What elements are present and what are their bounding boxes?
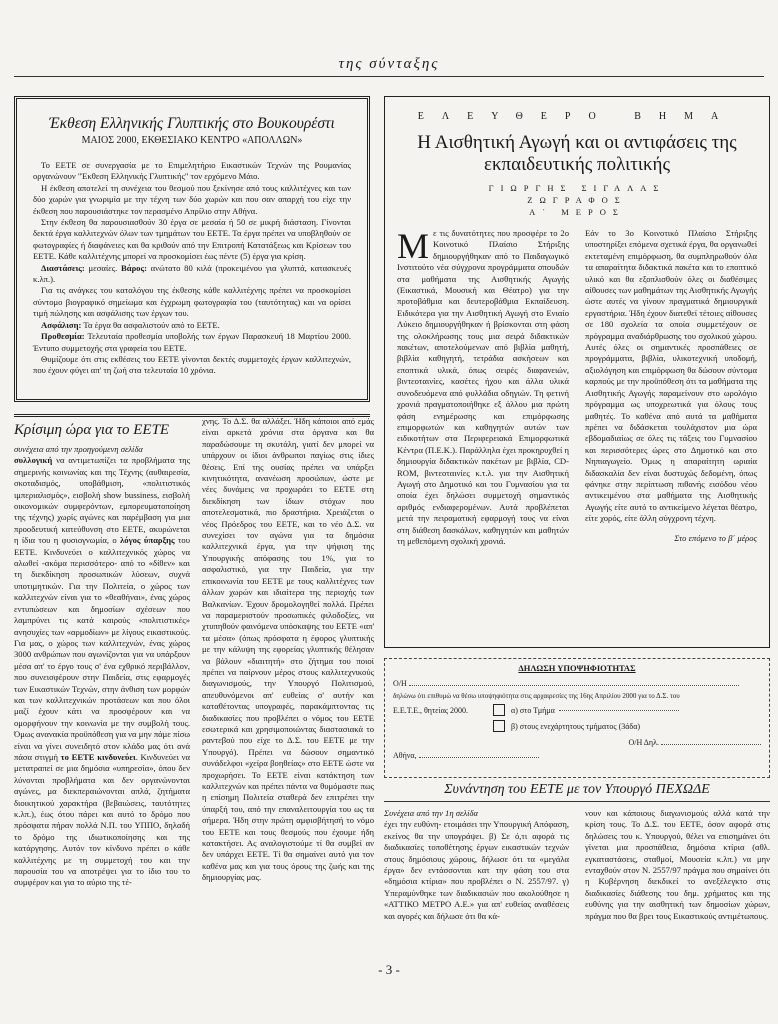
form-name-row (393, 679, 761, 688)
exhibition-subtitle: ΜΑΙΟΣ 2000, ΕΚΘΕΣΙΑΚΟ ΚΕΝΤΡΟ «ΑΠΟΛΛΩΝ» (81, 135, 303, 146)
option-b-label: β) στους ενεχάρτητους τμήματος (3άδα) (511, 721, 641, 731)
dept-field[interactable] (559, 710, 679, 711)
exhibition-p5: Θυμίζουμε ότι στις εκθέσεις του ΕΕΤΕ γίνονται δεκτές συμμετοχές έργων καλλιτεχνών, που έχουν φύγει απ' τη ζωή στα τελευταία 10 χρόνια. (33, 353, 351, 376)
meeting-col1-text: έχει την ευθύνη- ετοιμάσει την Υπουργική Απόφαση, εκείνος θα την υπογράψει. β) Σε ό,τι αφορά τις διαδικασίες τοποθέτησης έργων εικαστικών τεχνών στους δημόσιους χώρους, δήλωσε ότι τα «μεγάλα έργα» δεν εντάσσονται κατ την φάση του στα «δημόσια κτίρια» που προβλέπει ο Ν. 2557/97. γ) Υπεραμύνθηκε των διαδικασιών που ακολούθησε η «ΑΤΤΙΚΟ ΜΕΤΡΟ Α.Ε.» για απ' ευθείας αναθέσεις και αγορές και δήλωσε ότι θα κά- (384, 819, 569, 921)
crisis-bold2: το ΕΕΤΕ κινδυνεύει (60, 751, 136, 762)
meeting-col1 (384, 808, 569, 922)
exhibition-p2: Η έκθεση αποτελεί τη συνέχεια του θεσμού που ξεκίνησε από τους καλλιτέχνες και των δύο χωρών για γνωριμία με την τέχνη των δύο χωρών και που σαν απαρχή του είχε την έκθεση που παρουσιάστηκε τον περασμένο Απρίλιο στην Αθήνα. (33, 182, 351, 216)
name-field[interactable] (409, 685, 739, 686)
crisis-continued: συνέχεια από την προηγούμενη σελίδα (14, 444, 143, 454)
weight-label: Βάρος: (121, 262, 147, 273)
weight-value: ανώτατο 80 κιλά (προκειμένου για γλυπτά, κατασκευές κ.λπ.). (33, 262, 351, 285)
crisis-bold1: λόγος ύπαρξης (120, 535, 175, 546)
checkbox-b[interactable] (493, 720, 505, 732)
vima-role: ΖΩΓΡΑΦΟΣ (527, 195, 627, 205)
form-option-a (393, 704, 761, 716)
vima-title: Η Αισθητική Αγωγή και οι αντιφάσεις της εκπαιδευτικής πολιτικής (417, 132, 737, 175)
crisis-body1: να αντιμετωπίζει τα προβλήματα της σημερινής κοινωνίας και της Τέχνης (αυθαιρεσία, σκοταδισμός, υποβάθμιση, «πολιτιστικός ιμπεριαλισμός», εισβολή show bussiness, εισβολή οικονομικών συμφερόντων, εμπορευματοποίηση της τέχνης) χωρίς αγώνες και παρέμβαση για μια προοδευτική κατεύθυνση στο ΕΕΤΕ, ακυρώνεται η ίδια του η φυσιογνωμία, ο (14, 455, 190, 546)
exhibition-p4: Για τις ανάγκες του καταλόγου της έκθεσης κάθε καλλιτέχνης πρέπει να προσκομίσει σύντομο βιογραφικό σημείωμα και έγχρωμη φωτογραφία του (ταυτότητας) και να ορίσει τιμή πώλησης και ασφάλισης των έργων του. (33, 285, 351, 319)
exhibition-title: Έκθεση Ελληνικής Γλυπτικής στο Βουκουρέστι (49, 115, 335, 132)
candidacy-form (384, 658, 770, 778)
ins-value: Τα έργα θα ασφαλιστούν από το ΕΕΤΕ. (81, 319, 220, 330)
exhibition-p1: Το ΕΕΤΕ σε συνεργασία με το Επιμελητήριο Εικαστικών Τεχνών της Ρουμανίας οργανώνουν "Έκθεση Ελληνικής Γλυπτικής" τον ερχόμενο Μάιο. (33, 160, 351, 182)
crisis-body3: . Κινδυνεύει να μετατραπεί σε μια δημόσια «υπηρεσία», όπου δεν λύνονται προβλήματα και δεν οργανώνονται αγώνες, μα διεκπεραιώνονται απλά, ζητήματα διοικητικού χαρακτήρα (βεβαιώσεις, ταυτότητες κ.λπ.), έως ότου πάρει και αυτό το δρόμο που πρόσφατα πήραν πολλά Ν.Π. του ΥΠΠΟ, δηλαδή το δρόμο της ιδιωτικοποίησης και της κατάργησης. Αυτόν τον κίνδυνο πρέπει ο κάθε καλλιτέχνης με τη συμμετοχή του και την παρουσία του να αποτρέψει για το ίδιο του το συμφέρον και για το αύριο της τέ- (14, 751, 190, 888)
header-rule (14, 76, 764, 77)
meeting-title: Συνάντηση του ΕΕΤΕ με τον Υπουργό ΠΕΧΩΔΕ (384, 782, 770, 802)
form-city-row (393, 751, 761, 760)
deadline-label: Προθεσμία: (41, 331, 85, 342)
vima-author: ΓΙΩΡΓΗΣ ΣΙΓΑΛΑΣ (488, 183, 666, 193)
crisis-col1 (14, 444, 190, 889)
sign-field[interactable] (661, 744, 761, 745)
exhibition-dims (33, 263, 351, 286)
vima-part: Α΄ ΜΕΡΟΣ (529, 207, 625, 217)
deadline-value: Τελευταία προθεσμία υποβολής των έργων Παρασκευή 18 Μαρτίου 2000. Έντυπο συμμετοχής στα γραφεία του ΕΕΤΕ. (33, 331, 351, 353)
page-number: - 3 - (378, 962, 400, 977)
form-line1: δηλώνω ότι επιθυμώ να θέσω υποψηφιότητα στις αρχαιρεσίες της 16ης Απριλίου 2000 για το Δ.Σ. του (393, 692, 680, 700)
city-label: Αθήνα, (393, 751, 417, 760)
exhibition-p3: Στην έκθεση θα παρουσιασθούν 30 έργα σε μεσαία ή 50 σε μικρή διάσταση. Γίνονται δεκτά έργα καλλιτεχνών όλων των τμημάτων του ΕΕΤΕ. Τα έργα πρέπει να υποβληθούν σε φωτογραφίες ή διαφάνειες και θα κριθούν από την Επιτροπή Κατατάξεως και Κρίσεων του ΕΕΤΕ. Κάθε καλλιτέχνης μπορεί να προσκομίσει έως πέντε (5) έργα για κρίση. (33, 217, 351, 262)
checkbox-a[interactable] (493, 704, 505, 716)
meeting-article (384, 782, 770, 922)
sign-label: Ο/Η Δηλ. (628, 738, 659, 747)
section-header: της σύνταξης (338, 56, 440, 72)
meeting-col2: νουν και κάποιους διαγωνισμούς αλλά κατά την κρίση τους. Το Δ.Σ. του ΕΕΤΕ, όσον αφορά στις δηλώσεις του κ. Υπουργού, θέλει να επισημάνει ότι γίνεται μια προσπάθεια, δημόσια κτίρια (αθλ. εγκαταστάσεις, σταθμοί, Μουσεία κ.λπ.) να μην ενταχθούν στον Ν. 2557/97 πράγμα που σημαίνει ότι η Κυβέρνηση διεκδικεί το ανεξέλεγκτο στις διαδικασίες διάθεσης του δημ. χρήματος και της ευθύνης για την αισθητική των δημοσίων χώρων, πράγμα που θα βρει τους Εικαστικούς αντιμέτωπους. (585, 808, 770, 921)
vima-dropcap: Μ (397, 226, 430, 266)
dims-value: μεσαίες. (84, 262, 118, 273)
option-a-label: α) στο Τμήμα (511, 705, 555, 715)
crisis-col2: χνης. Το Δ.Σ. θα αλλάξει. Ήδη κάποιοι από εμάς είναι αρκετά χρόνια στα όργανα και θα παραδώσουμε τη σκυτάλη, γιατί δεν μπορεί να υπάρχουν οι ίδιοι άνθρωποι παγίως στις ίδιες θέσεις. Επί της ουσίας πρέπει να υπάρξει κινητικότητα, ανανέωση προσώπων, ώστε με νέες δυνάμεις να προχωράει το ΕΕΤΕ στη διεκδίκηση των ίδιων στόχων που αποτελεσματικά, πιο δραστήρια. Χρειάζεται ο νέος Πρόεδρος του ΕΕΤΕ, και το νέο Δ.Σ. να συνεχίσει τον αγώνα για τα δημόσια καλλιτεχνικά έργα, για την ψήφιση της Υπουργικής απόφασης του 1%, για το ασφαλιστικό, για την Παιδεία, για την επικοινωνία του ΕΕΤΕ με τους καλλιτέχνες των άλλων χωρών και ιδιαίτερα της περιοχής των Βαλκανίων. Έχουν δρομολογηθεί πολλά. Πρέπει να παραμεριστούν προσωπικές φιλοδοξίες, να χτυπηθούν φαινόμενα υπόσκαψης του ΕΕΤΕ «απ' τα μέσα» (όπως πρόσφατα η έφορος γλυπτικής με την κάλυψη της εφορείας γλυπτικής θέλησαν να βάλουν «διαιτητή» στο ζήτημα του ποιοί πρέπει να παίρνουν μέρος στους καλλιτεχνικούς διαγωνισμούς, την Υπουργό Πολιτισμού, απευθυνόμενοι απ' ευθείας σ' αυτήν και καταθέτοντας υπογραφές, παρακάμπτοντας τις διαδικασίες που προβλέπει ο νόμος του ΕΕΤΕ εσωτερικά και χρησιμοποιώντας διαστασιακά το ραντεβού που είχε το Δ.Σ. του ΕΕΤΕ με την Υπουργό). Πρέπει να δώσουν σημαντικό συνάδελφοι «χείρα βοηθείας» στο ΕΕΤΕ ώστε να προχωρήσει. Το ΕΕΤΕ είναι κατάκτηση των καλλιτεχνών και πρέπει πάντα να θυμόμαστε πως η επίσημη Πολιτεία σταθερά δεν επιτρέπει την ύπαρξή του, από την επαναλειτουργία του ως τα σήμερα. Ήδη στην πρώτη αμφισβήτησή το νόμο του ΕΕΤΕ και τους θεσμούς που έχουμε ήδη κατακτήσει. Ας αναλογιστούμε τί θα συμβεί αν δεν υπάρχει ΕΕΤΕ. Τί θα σημαίνει αυτό για τον καθένα μας και για τους όρους της ζωής και της δημιουργίας μας. (202, 416, 374, 883)
vima-continued: Στο επόμενο το β΄ μέρος (674, 532, 757, 543)
form-title: ΔΗΛΩΣΗ ΥΠΟΨΗΦΙΟΤΗΤΑΣ (518, 663, 636, 673)
name-label: Ο/Η (393, 679, 407, 688)
vima-col1-text: ε τις δυνατότητες που προσφέρε το 2ο Κοινοτικό Πλαίσιο Στήριξης δημιουργήθηκαν από το Παιδαγωγικό Ινστιτούτο νέα σύγχρονα προγράμματα σπουδών στα μαθήματα της Αισθητικής Αγωγής (Εικαστικά, Μουσική και Θέατρο) για την προτοβάθμια και δευτεροβάθμια Εκπαίδευση. Ειδικότερα για την Αισθητική Αγωγή στο Ενιαίο Λύκειο δημιουργήθηκαν ή βρίσκονται στη φάση της ολοκλήρωσης τους μια σειρά διδακτικών πακέτων, αποτελούμενων από βιβλία μαθητή, βιβλία καθηγητή, τετράδια ασκήσεων και εποπτικά υλικά, όπως σειρές διαφανειών, βιντεοταινίες, κασέτες ήχου και άλλα υλικά συνοδευόμενα από φυλλάδια οδηγιών. Τη φετινή χρονιά πραγματοποιήθηκε εξ άλλου μια πρώτη φάση ενημέρωσης και επιμόρφωσης επιμορφωτών και καθηγητών αυτών των ειδικοτήτων στα Περιφερειακά Επιμορφωτικά Κέντρα (Π.Ε.Κ.). Παράλληλα έχει προκηρυχθεί η δημιουργία διδακτικών πακέτων με βιβλία, CD-ROM, βιντεοταινίες κ.τ.λ. για την Αισθητική Αγωγή στο Δημοτικό και του Γυμνασίου για τα οποία έχει δηλώσει συμμετοχή σημαντικός αριθμός ενδιαφερομένων. Αυτά προβλέπεται μετά την πειραματική εφαρμογή τους να είναι στη διάθεση δασκάλων, καθηγητών και μαθητών τη μεθεπόμενη σχολική χρονιά. (397, 228, 569, 546)
exhibition-dl (33, 331, 351, 354)
crisis-title: Κρίσιμη ώρα για το ΕΕΤΕ (14, 422, 170, 438)
vima-kicker: ΕΛΕΥΘΕΡΟ ΒΗΜΑ (417, 111, 737, 122)
crisis-lead: συλλογική (14, 455, 53, 466)
vima-col2-text: Εάν το 3ο Κοινοτικό Πλαίσιο Στήριξης υποστηρίξει επόμενα σχετικά έργα, θα οργανωθεί εκτεταμένη επιμόρφωση, θα συμπληρωθούν όλα τα απαραίτητα διδακτικά πακέτα και το εποπτικό υλικό και θα εξοπλισθούν όλες οι διαθέσιμες αίθουσες των μαθημάτων της Αισθητικής Αγωγής ώστε αυτές να γίνουν πραγματικά δημιουργικά εργαστήρια. Ήδη έχουν διατεθεί τέτοιες αίθουσες σε 180 σχολεία τα οποία συμμετέχουν σε πρόγραμμα αναδιάρθρωσης του σχολικού χώρου. Αυτές όλες οι σημαντικές προσπάθειες σε προγράμματα, βιβλία, υλικοτεχνική υποδομή, αξιολόγηση και επιμόρφωση θα δώσουν σύντομα καρπούς με την προϋπόθεση ότι τα μαθήματα της Αισθητικής Αγωγής παραμείνουν στο ωρολόγιο πρόγραμμα ως υποχρεωτικά για όλους τους μαθητές. Το καθένα από αυτά τα μαθήματα πρέπει να διδάσκεται τουλάχιστον μια ώρα εβδομαδιαίως σε όλες τις τάξεις του Γυμνασίου και περισσότερες ώρες στο Δημοτικό και στο Νηπιαγωγείο. Όμως η απαραίτητη ωριαία διδασκαλία δεν είναι δυστυχώς δεδομένη, όπως φάνηκε στην περίπτωση πιθανής εισόδου νέου αντικειμένου στα μαθήματα της Αισθητικής Αγωγής είτε αυτό το αντικείμενο λέγεται θέατρο, είτε χορός, είτε άλλη σύγχρονη τέχνη. (585, 228, 757, 524)
meeting-continued: Συνέχεια από την 1η σελίδα (384, 808, 478, 818)
exhibition-box (14, 96, 370, 402)
vima-byline (397, 182, 757, 218)
form-sign-row (393, 738, 761, 747)
exhibition-ins (33, 320, 351, 331)
meeting-columns (384, 808, 770, 922)
form-line2: Ε.Ε.Τ.Ε., θητείας 2000. (393, 705, 469, 715)
dims-label: Διαστάσεις: (41, 262, 85, 273)
ins-label: Ασφάλιση: (41, 319, 82, 330)
date-field[interactable] (419, 757, 539, 758)
exhibition-text (33, 160, 351, 377)
crisis-body2: του ΕΕΤΕ. Κινδυνεύει ο καλλιτεχνικός χώρος να αλωθεί -ακόμα περισσότερο- από το «δίθεν» και τη διεκδίκηση προσωπικών λύσεων, συχνά υποτιμητικών. Για την Πολιτεία, ο χώρος των καλλιτεχνών είναι για το «θεαθήναι», ένας χώρος εντυπώσεων και δημοσίων σχέσεων που λαμπρύνει τις κατά καιρούς «πολιτιστικές» ανησυχίες των «αρμοδίων» με λίγους εικαστικούς. Για μας, ο χώρος των καλλιτεχνών, ένας χώρος 3000 ανθρώπων που αγωνίζονται για να υπάρξουν μέσα απ' το έργο τους σ' ένα εχθρικό περιβάλλον, που συνεισφέρουν στην Παιδεία, στις εφαρμογές των Εικαστικών Τεχνών, στην άνθιση των μορφών και των καλλιτεχνικών προτάσεων και που όλοι μαζί έχουν κάτι να προσφέρουν και να ομορφήνουν την κοινωνία με την συμβολή τους. Όμως ανανακία προϋπόθεση για να μην πάμε πίσω είναι να γίνει συνειδητό στον κλάδο μας ότι ανά πάσα στιγμή (14, 535, 190, 762)
form-option-b (393, 720, 761, 732)
